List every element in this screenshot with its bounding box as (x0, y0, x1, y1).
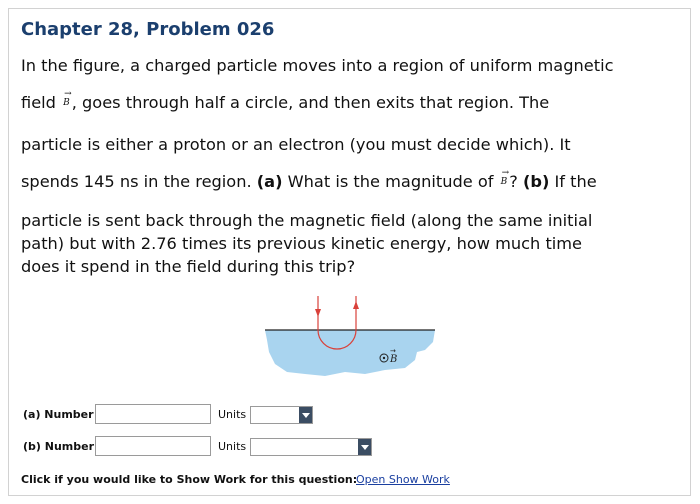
answer-a-units-label: Units (218, 408, 247, 421)
exit-arrow (353, 301, 359, 309)
problem-line-2: field → B , goes through half a circle, and then exits that region. The (21, 89, 550, 112)
problem-line-4: spends 145 ns in the region. (a) What is the magnitude of → B ? (b) If the (21, 168, 597, 191)
problem-line-6: path) but with 2.76 times its previous kinetic energy, how much time (21, 234, 583, 253)
answer-b-number-input[interactable] (95, 436, 211, 456)
answer-a-label: (a) Number (23, 408, 94, 421)
answer-a-number-input[interactable] (95, 404, 211, 424)
chevron-down-icon[interactable] (358, 439, 371, 455)
part-b-tag: (b) (522, 172, 550, 191)
problem-line-1: In the figure, a charged particle moves into a region of uniform magnetic (21, 56, 614, 75)
answer-a-units-select[interactable] (250, 406, 313, 424)
magnetic-field-figure (265, 290, 435, 380)
svg-text:→: → (390, 347, 396, 355)
problem-line-5: particle is sent back through the magnetic field (along the same initial (21, 211, 593, 230)
show-work-prompt: Click if you would like to Show Work for this question: (21, 473, 358, 486)
problem-line-3: particle is either a proton or an electron (you must decide which). It (21, 135, 571, 154)
entry-arrow (315, 309, 321, 317)
chevron-down-icon[interactable] (299, 407, 312, 423)
vector-b-symbol: → B (500, 168, 510, 187)
answer-b-units-select[interactable] (250, 438, 372, 456)
problem-line-7: does it spend in the field during this trip? (21, 257, 356, 276)
problem-title: Chapter 28, Problem 026 (21, 19, 275, 40)
vector-b-symbol: → B (63, 89, 72, 108)
open-show-work-link[interactable]: Open Show Work (356, 473, 450, 486)
answer-b-label: (b) Number (23, 440, 95, 453)
field-region (265, 330, 435, 376)
field-label: B (390, 354, 398, 365)
answer-b-units-label: Units (218, 440, 247, 453)
part-a-tag: (a) (256, 172, 283, 191)
